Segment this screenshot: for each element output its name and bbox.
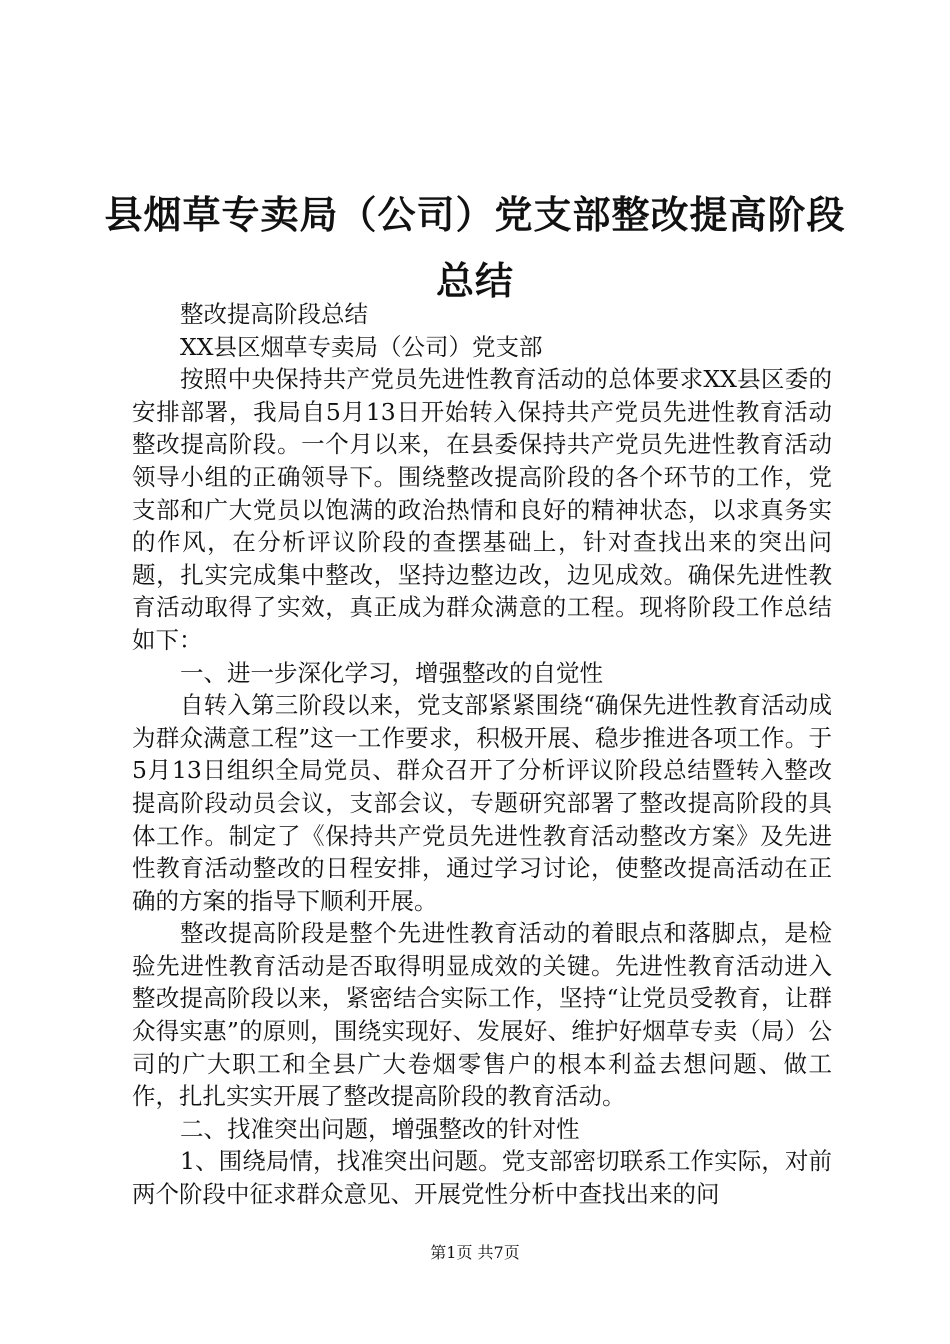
organization-name: XX县区烟草专卖局（公司）党支部 — [180, 332, 543, 361]
paragraph-section2-a: 1、围绕局情，找准突出问题。党支部密切联系工作实际，对前两个阶段中征求群众意见、开展党性分析中查找出来的问 — [132, 1147, 832, 1209]
subtitle: 整改提高阶段总结 — [180, 300, 368, 328]
paragraph-section1-b: 整改提高阶段是整个先进性教育活动的着眼点和落脚点，是检验先进性教育活动是否取得明显成效的关键。先进性教育活动进入整改提高阶段以来，紧密结合实际工作，坚持“让党员受教育，让群众得实惠”的原则，围绕实现好、发展好、维护好烟草专卖（局）公司的广大职工和全县广大卷烟零售户的根本利益去想问题、做工作，扎扎实实开展了整改提高阶段的教育活动。 — [132, 919, 832, 1111]
paragraph-section1-a: 自转入第三阶段以来，党支部紧紧围绕“确保先进性教育活动成为群众满意工程”这一工作要求，积极开展、稳步推进各项工作。于5月13日组织全局党员、群众召开了分析评议阶段总结暨转入整改提高阶段动员会议，支部会议，专题研究部署了整改提高阶段的具体工作。制定了《保持共产党员先进性教育活动整改方案》及先进性教育活动整改的日程安排，通过学习讨论，使整改提高活动在正确的方案的指导下顺利开展。 — [132, 691, 832, 915]
paragraph-intro: 按照中央保持共产党员先进性教育活动的总体要求XX县区委的安排部署，我局自5月13日开始转入保持共产党员先进性教育活动整改提高阶段。一个月以来，在县委保持共产党员先进性教育活动领导小组的正确领导下。围绕整改提高阶段的各个环节的工作，党支部和广大党员以饱满的政治热情和良好的精神状态，以求真务实的作风，在分析评议阶段的查摆基础上，针对查找出来的突出问题，扎实完成集中整改，坚持边整边改，边见成效。确保先进性教育活动取得了实效，真正成为群众满意的工程。现将阶段工作总结如下： — [132, 365, 832, 654]
document-body — [132, 298, 832, 1211]
page-footer: 第1页 共7页 — [430, 1243, 520, 1262]
document-title: 县烟草专卖局（公司）党支部整改提高阶段总结 — [104, 193, 846, 303]
section-heading-2: 二、找准突出问题，增强整改的针对性 — [180, 1114, 580, 1143]
section-heading-1: 一、进一步深化学习，增强整改的自觉性 — [180, 658, 603, 687]
